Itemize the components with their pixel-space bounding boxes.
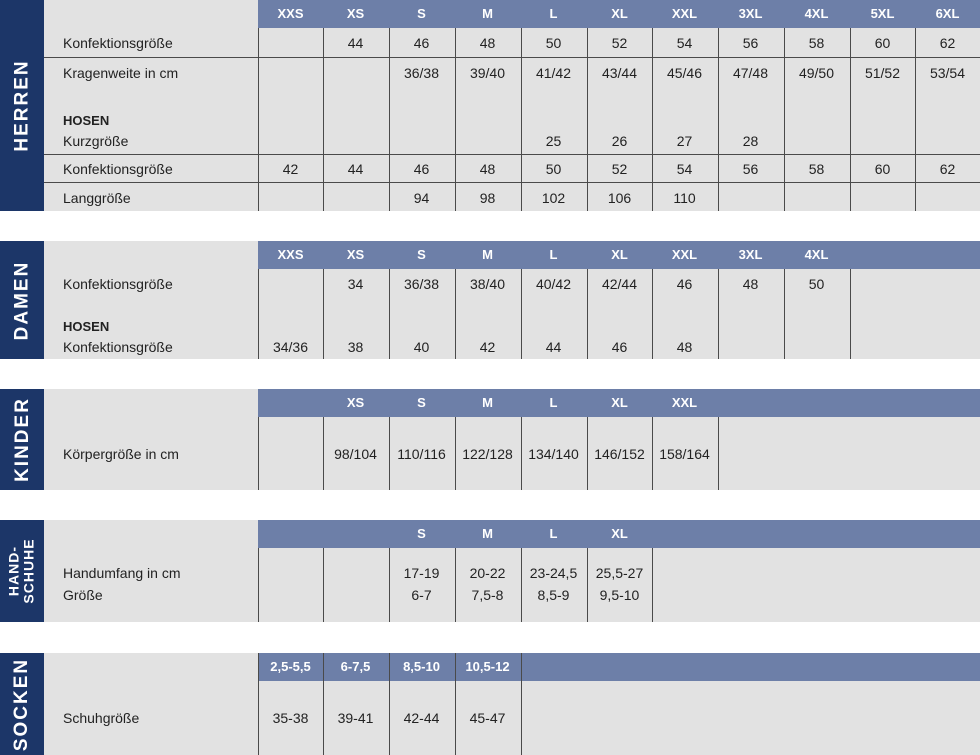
table-cell: 46 xyxy=(413,161,430,177)
table-cell: 51/52 xyxy=(864,65,901,81)
header-cell: 4XL xyxy=(804,6,829,21)
table-cell: 106 xyxy=(607,190,632,206)
damen-section xyxy=(0,241,980,359)
table-cell: 110/116 xyxy=(397,446,446,462)
header-cell xyxy=(258,389,323,417)
table-cell: 48 xyxy=(742,276,759,292)
header-cell: M xyxy=(482,395,493,410)
table-cell: 23-24,5 xyxy=(529,565,578,581)
herren-side-label: HERREN xyxy=(0,0,44,211)
table-cell: 62 xyxy=(939,161,956,177)
table-cell: 98/104 xyxy=(334,446,377,462)
header-cell: XL xyxy=(611,6,628,21)
header-cell: XXL xyxy=(671,6,698,21)
table-cell: 49/50 xyxy=(798,65,835,81)
table-cell: 50 xyxy=(545,35,562,51)
row-divider xyxy=(44,182,980,183)
column-divider xyxy=(587,548,588,622)
kinder-section xyxy=(0,389,980,490)
socken-side-label: SOCKEN xyxy=(0,653,44,755)
table-cell: 60 xyxy=(874,35,891,51)
header-cell: 5XL xyxy=(870,6,895,21)
column-divider xyxy=(389,28,390,211)
table-cell: 40 xyxy=(413,339,430,355)
header-cell: XXL xyxy=(671,395,698,410)
header-cell xyxy=(323,520,388,548)
table-cell: 56 xyxy=(742,35,759,51)
table-cell: 36/38 xyxy=(403,276,440,292)
column-divider xyxy=(455,653,456,755)
header-cell: XS xyxy=(346,247,365,262)
header-cell: 6-7,5 xyxy=(340,659,371,674)
table-cell: 45/46 xyxy=(666,65,703,81)
table-cell: 39-41 xyxy=(337,710,374,726)
row-label: Kragenweite in cm xyxy=(63,65,179,81)
column-divider xyxy=(455,28,456,211)
header-cell: 8,5-10 xyxy=(403,659,440,674)
row-label: Größe xyxy=(63,587,103,603)
header-cell: 3XL xyxy=(738,6,763,21)
handschuhe-section xyxy=(0,520,980,622)
table-cell: 38 xyxy=(347,339,364,355)
table-cell: 94 xyxy=(413,190,430,206)
column-divider xyxy=(521,548,522,622)
column-divider xyxy=(258,548,259,622)
header-cell: L xyxy=(549,6,558,21)
header-cell: M xyxy=(482,526,493,541)
row-label: Konfektionsgröße xyxy=(63,339,173,355)
header-cell: S xyxy=(417,395,426,410)
header-cell: S xyxy=(417,6,426,21)
column-divider xyxy=(258,653,259,755)
table-cell: 58 xyxy=(808,35,825,51)
row-label: Konfektionsgröße xyxy=(63,161,173,177)
header-cell: 2,5-5,5 xyxy=(270,659,311,674)
table-cell: 158/164 xyxy=(659,446,710,462)
table-cell: 60 xyxy=(874,161,891,177)
table-cell: 48 xyxy=(676,339,693,355)
column-divider xyxy=(455,548,456,622)
header-cell: 6XL xyxy=(935,6,960,21)
socken-section xyxy=(0,653,980,755)
table-cell: 48 xyxy=(479,161,496,177)
column-divider xyxy=(389,653,390,755)
column-divider xyxy=(718,417,719,490)
table-cell: 38/40 xyxy=(469,276,506,292)
header-cell: XXS xyxy=(277,6,304,21)
row-label: Schuhgröße xyxy=(63,710,140,726)
row-label: Langgröße xyxy=(63,190,131,206)
table-cell: 134/140 xyxy=(528,446,579,462)
table-cell: 45-47 xyxy=(469,710,506,726)
herren-section xyxy=(0,0,980,211)
table-cell: 46 xyxy=(413,35,430,51)
table-cell: 110 xyxy=(673,190,696,206)
column-divider xyxy=(521,28,522,211)
column-divider xyxy=(521,653,522,755)
row-label: Konfektionsgröße xyxy=(63,276,173,292)
column-divider xyxy=(718,28,719,211)
row-label: Kurzgröße xyxy=(63,133,129,149)
column-divider xyxy=(850,28,851,211)
table-cell: 46 xyxy=(676,276,693,292)
column-divider xyxy=(784,28,785,211)
header-cell: 10,5-12 xyxy=(465,659,510,674)
table-cell: 40/42 xyxy=(535,276,572,292)
row-divider xyxy=(44,154,980,155)
section-subheading: HOSEN xyxy=(63,113,110,128)
header-cell: XL xyxy=(611,526,628,541)
table-cell: 54 xyxy=(676,161,693,177)
section-subheading: HOSEN xyxy=(63,319,110,334)
kinder-side-label: KINDER xyxy=(0,389,44,490)
column-divider xyxy=(850,269,851,359)
header-cell: L xyxy=(549,395,558,410)
header-cell: XXS xyxy=(277,247,304,262)
table-cell: 42-44 xyxy=(403,710,440,726)
table-cell: 28 xyxy=(742,133,759,149)
header-cell: XL xyxy=(611,395,628,410)
handschuhe-side-label: HAND- SCHUHE xyxy=(0,520,44,622)
table-cell: 36/38 xyxy=(403,65,440,81)
table-cell: 50 xyxy=(808,276,825,292)
column-divider xyxy=(587,28,588,211)
table-cell: 8,5-9 xyxy=(537,587,570,603)
table-cell: 44 xyxy=(545,339,562,355)
header-cell: M xyxy=(482,6,493,21)
row-label: Konfektionsgröße xyxy=(63,35,173,51)
table-cell: 53/54 xyxy=(929,65,966,81)
table-cell: 6-7 xyxy=(411,587,432,603)
row-divider xyxy=(44,57,980,58)
table-cell: 44 xyxy=(347,35,364,51)
header-cell: L xyxy=(549,247,558,262)
table-cell: 7,5-8 xyxy=(471,587,504,603)
table-cell: 62 xyxy=(939,35,956,51)
table-cell: 26 xyxy=(611,133,628,149)
row-label: Handumfang in cm xyxy=(63,565,181,581)
table-cell: 34 xyxy=(347,276,364,292)
table-cell: 9,5-10 xyxy=(599,587,640,603)
table-cell: 58 xyxy=(808,161,825,177)
column-divider xyxy=(323,653,324,755)
table-cell: 17-19 xyxy=(403,565,440,581)
column-divider xyxy=(915,28,916,211)
table-cell: 27 xyxy=(676,133,693,149)
table-cell: 52 xyxy=(611,161,628,177)
header-cell: XS xyxy=(346,6,365,21)
header-cell: L xyxy=(549,526,558,541)
table-cell: 35-38 xyxy=(272,710,309,726)
header-cell: XL xyxy=(611,247,628,262)
table-cell: 42 xyxy=(282,161,299,177)
table-cell: 50 xyxy=(545,161,562,177)
table-cell: 44 xyxy=(347,161,364,177)
table-cell: 20-22 xyxy=(469,565,506,581)
table-cell: 98 xyxy=(479,190,496,206)
header-cell: S xyxy=(417,526,426,541)
table-cell: 25,5-27 xyxy=(595,565,644,581)
header-cell: XXL xyxy=(671,247,698,262)
header-cell: 4XL xyxy=(804,247,829,262)
column-divider xyxy=(258,417,259,490)
table-cell: 122/128 xyxy=(462,446,513,462)
header-cell: XS xyxy=(346,395,365,410)
column-divider xyxy=(258,28,259,211)
table-cell: 56 xyxy=(742,161,759,177)
header-cell: S xyxy=(417,247,426,262)
table-cell: 42/44 xyxy=(601,276,638,292)
header-cell: 3XL xyxy=(738,247,763,262)
row-label: Körpergröße in cm xyxy=(63,446,179,462)
table-cell: 46 xyxy=(611,339,628,355)
table-cell: 25 xyxy=(545,133,562,149)
table-cell: 42 xyxy=(479,339,496,355)
table-cell: 52 xyxy=(611,35,628,51)
column-divider xyxy=(389,548,390,622)
column-divider xyxy=(652,548,653,622)
damen-side-label: DAMEN xyxy=(0,241,44,359)
table-cell: 102 xyxy=(541,190,566,206)
table-cell: 34/36 xyxy=(272,339,309,355)
column-divider xyxy=(652,28,653,211)
header-cell xyxy=(258,520,323,548)
header-cell: M xyxy=(482,247,493,262)
table-cell: 54 xyxy=(676,35,693,51)
column-divider xyxy=(323,28,324,211)
column-divider xyxy=(323,548,324,622)
herren-table-background xyxy=(44,0,980,211)
table-cell: 47/48 xyxy=(732,65,769,81)
table-cell: 48 xyxy=(479,35,496,51)
table-cell: 43/44 xyxy=(601,65,638,81)
table-cell: 39/40 xyxy=(469,65,506,81)
table-cell: 41/42 xyxy=(535,65,572,81)
table-cell: 146/152 xyxy=(594,446,645,462)
